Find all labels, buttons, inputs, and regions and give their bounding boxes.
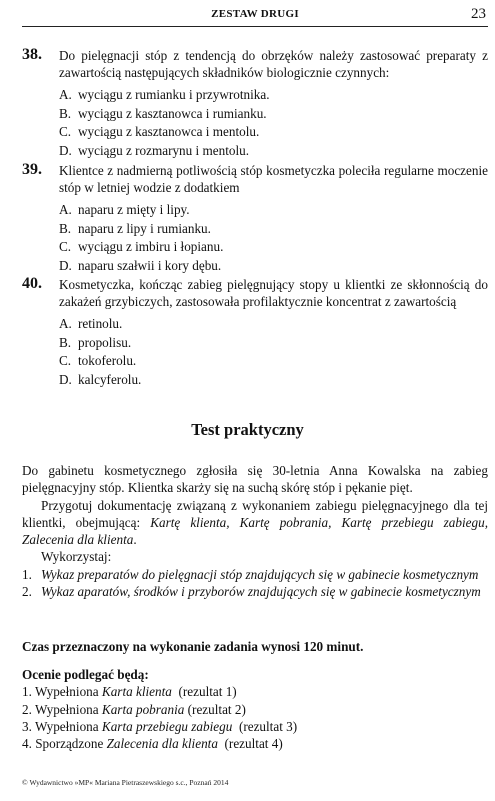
assessment-item: 2. Wypełniona Karta pobrania (rezultat 2) — [22, 701, 246, 717]
option-a: A. wyciągu z rumianku i przywrotnika. — [59, 87, 270, 102]
use-label: Wykorzystaj: — [41, 549, 112, 565]
task-instruction: Przygotuj dokumentację związaną z wykonaniem zabiegu pielęgnacyjnego dla tej klientki, obejmującą: Kartę klienta, Kartę pobrania, Kartę przebiegu zabiegu, Zalecenia dla klienta. — [22, 497, 488, 548]
question-text: Kosmetyczka, kończąc zabieg pielęgnujący stopy u klientki ze skłonnością do zakażeń grzybiczych, zastosowała profilaktycznie koncentrat z zawartością — [59, 277, 488, 309]
option-b: B. wyciągu z kasztanowca i rumianku. — [59, 105, 267, 121]
question-number: 40. — [22, 275, 42, 292]
assessment-item: 1. Wypełniona Karta klienta (rezultat 1) — [22, 684, 237, 700]
option-d: D. kalcyferolu. — [59, 371, 142, 387]
option-a: A. retinolu. — [59, 316, 123, 331]
resource-item: 2. Wykaz aparatów, środków i przyborów znajdujących się w gabinecie kosmetycznym — [22, 584, 481, 600]
answer-options — [59, 315, 488, 389]
question-number: 39. — [22, 161, 42, 178]
option-d: D. wyciągu z rozmarynu i mentolu. — [59, 142, 250, 158]
answer-options — [59, 201, 488, 275]
question-number: 38. — [22, 46, 42, 63]
page-number: 23 — [471, 6, 486, 22]
task-intro: Do gabinetu kosmetycznego zgłosiła się 30-letnia Anna Kowalska na zabieg pielęgnacyjny stóp. Klientka skarży się na suchą skórę stóp i pękanie pięt. — [22, 463, 488, 496]
question-text: Do pielęgnacji stóp z tendencją do obrzęków należy zastosować preparaty z zawartością następujących składników biologicznie czynnych: — [59, 48, 488, 80]
option-c: C. wyciągu z imbiru i łopianu. — [59, 239, 224, 254]
assessment-criteria — [22, 666, 488, 752]
copyright-footer: © Wydawnictwo »MP« Mariana Pietraszewskiego s.c., Poznań 2014 — [22, 778, 229, 787]
assessment-item: 4. Sporządzone Zalecenia dla klienta (rezultat 4) — [22, 736, 283, 752]
option-c: C. tokoferolu. — [59, 353, 137, 368]
time-allowed: Czas przeznaczony na wykonanie zadania wynosi 120 minut. — [22, 639, 364, 654]
question-text: Klientce z nadmierną potliwością stóp kosmetyczka poleciła regularne moczenie stóp w letniej wodzie z dodatkiem — [59, 163, 488, 195]
practical-task — [22, 462, 488, 600]
option-d: D. naparu szałwii i kory dębu. — [59, 257, 222, 273]
resource-item: 1. Wykaz preparatów do pielęgnacji stóp znajdujących się w gabinecie kosmetycznym — [22, 566, 479, 582]
assessment-item: 3. Wypełniona Karta przebiegu zabiegu (rezultat 3) — [22, 718, 298, 734]
option-c: C. wyciągu z kasztanowca i mentolu. — [59, 124, 260, 139]
question-40 — [22, 276, 488, 389]
answer-options — [59, 86, 488, 160]
question-38 — [22, 47, 488, 160]
question-39 — [22, 162, 488, 275]
section-title: ZESTAW DRUGI — [211, 8, 299, 20]
running-header — [22, 6, 488, 27]
option-a: A. naparu z mięty i lipy. — [59, 202, 190, 217]
option-b: B. naparu z lipy i rumianku. — [59, 220, 211, 236]
assessment-label: Ocenie podlegać będą: — [22, 667, 149, 682]
practical-test-title: Test praktyczny — [191, 420, 304, 439]
option-b: B. propolisu. — [59, 334, 132, 350]
